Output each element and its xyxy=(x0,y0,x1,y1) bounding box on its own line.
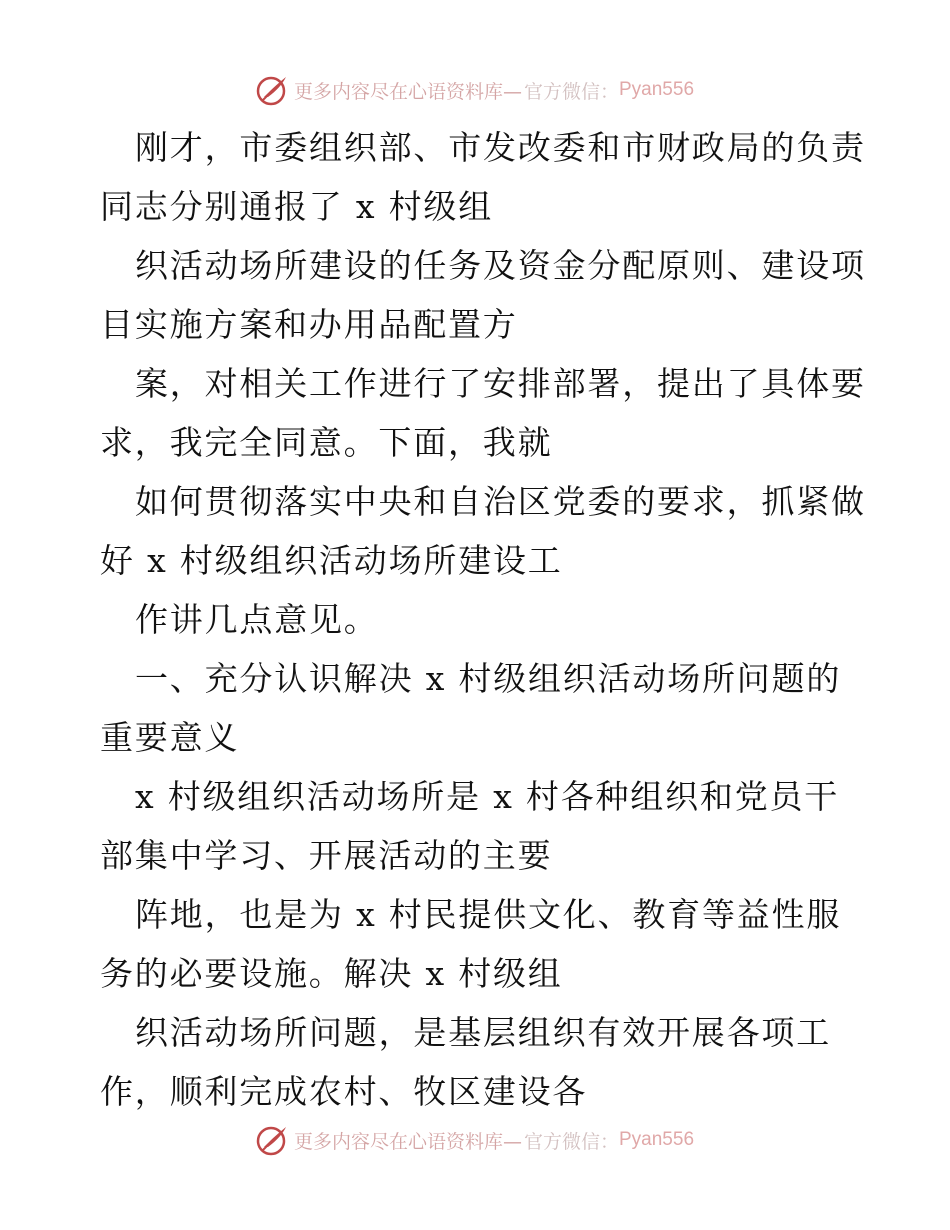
text-line: 刚才，市委组织部、市发改委和市财政局的负责 xyxy=(135,128,866,167)
watermark-contact-id: Pyan556 xyxy=(619,79,695,100)
text-line: 务的必要设施。解决 x 村级组 xyxy=(100,954,563,993)
document-body xyxy=(0,118,950,1121)
text-line: 阵地，也是为 x 村民提供文化、教育等益性服 xyxy=(135,895,842,934)
text-line: 案，对相关工作进行了安排部署，提出了具体要 xyxy=(135,364,866,403)
text-line: 求，我完全同意。下面，我就 xyxy=(100,423,553,462)
text-line: 如何贯彻落实中央和自治区党委的要求，抓紧做 xyxy=(135,482,866,521)
header-watermark xyxy=(0,70,950,110)
text-line: 同志分别通报了 x 村级组 xyxy=(100,187,493,226)
quill-pen-logo-icon xyxy=(256,73,290,107)
watermark-contact-label: 官方微信： xyxy=(523,80,619,103)
watermark-contact-id: Pyan556 xyxy=(619,1129,695,1150)
text-line: x 村级组织活动场所是 x 村各种组织和党员干 xyxy=(135,777,840,816)
section-heading-line: 重要意义 xyxy=(100,718,240,757)
text-line: 好 x 村级组织活动场所建设工 xyxy=(100,541,563,580)
text-line: 部集中学习、开展活动的主要 xyxy=(100,836,553,875)
text-line: 目实施方案和办用品配置方 xyxy=(100,305,518,344)
watermark-contact-label: 官方微信： xyxy=(523,1130,619,1153)
text-line: 织活动场所建设的任务及资金分配原则、建设项 xyxy=(135,246,866,285)
text-line: 织活动场所问题，是基层组织有效开展各项工 xyxy=(135,1013,831,1052)
footer-watermark xyxy=(0,1120,950,1160)
text-line: 作讲几点意见。 xyxy=(135,600,379,639)
quill-pen-logo-icon xyxy=(256,1123,290,1157)
watermark-slogan: 更多内容尽在心语资料库— xyxy=(293,80,522,103)
watermark-slogan: 更多内容尽在心语资料库— xyxy=(293,1130,522,1153)
text-line: 作，顺利完成农村、牧区建设各 xyxy=(100,1072,588,1111)
section-heading-line: 一、充分认识解决 x 村级组织活动场所问题的 xyxy=(135,659,842,698)
